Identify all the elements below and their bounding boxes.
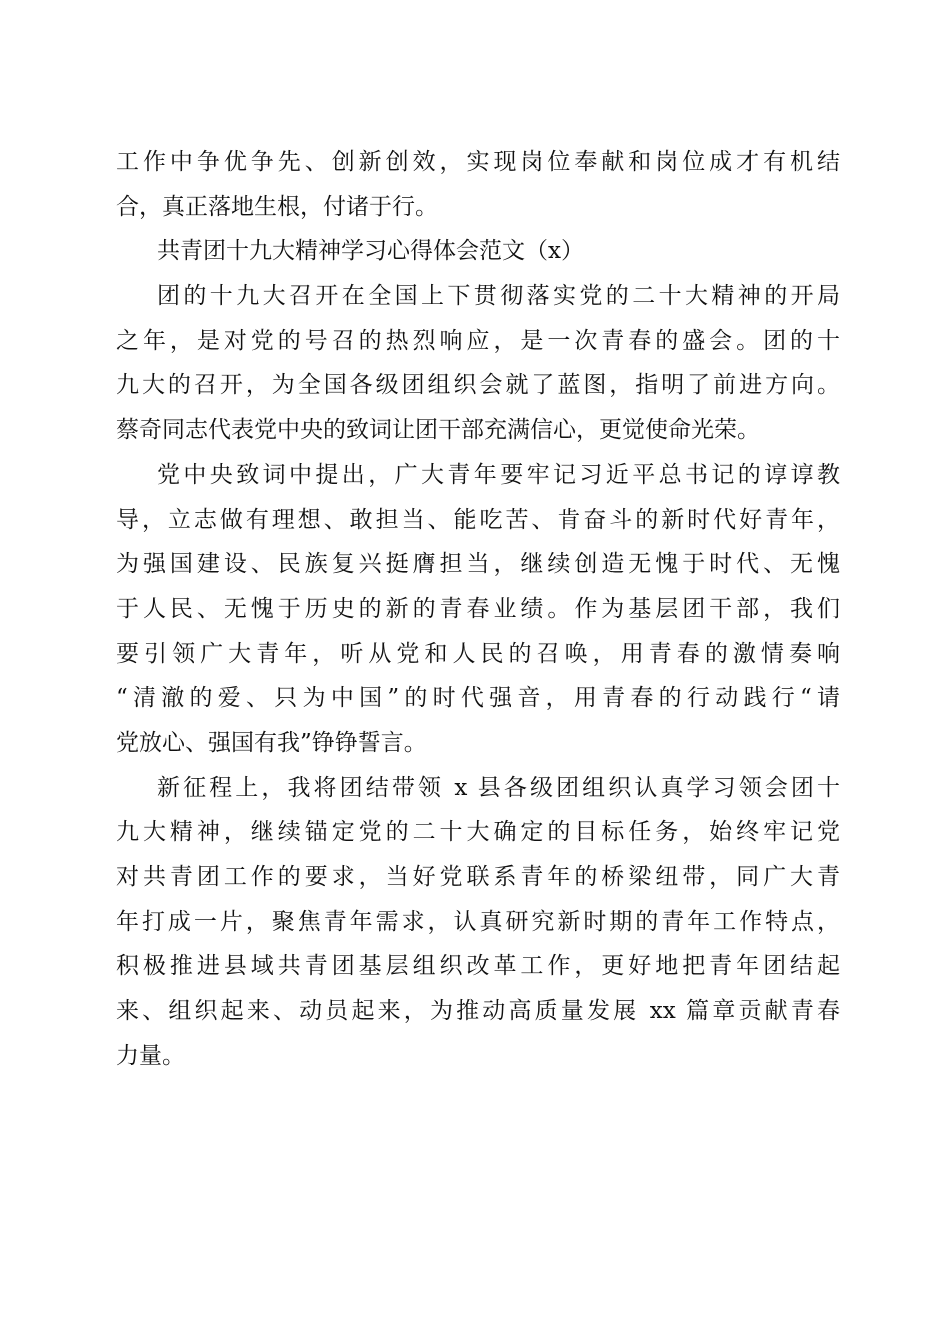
document-body [116,140,840,1078]
text-line: 工作中争优争先、创新创效，实现岗位奉献和岗位成才有机结 [116,149,840,175]
section-heading [116,229,840,274]
heading-line: 共青团十九大精神学习心得体会范文（x） [157,238,584,265]
text-line: 要引领广大青年，听从党和人民的召唤，用青春的激情奏响 [116,640,840,667]
text-line: 为强国建设、民族复兴挺膺担当，继续创造无愧于时代、无愧 [116,551,840,578]
text-line: 年打成一片，聚焦青年需求，认真研究新时期的青年工作特点， [116,908,840,935]
text-line: 党中央致词中提出，广大青年要牢记习近平总书记的谆谆教 [157,461,840,488]
paragraph-new-journey [116,766,840,1079]
text-line: 蔡奇同志代表党中央的致词让团干部充满信心，更觉使命光荣。 [116,417,760,444]
text-line: 对共青团工作的要求，当好党联系青年的桥梁纽带，同广大青 [116,864,840,890]
paragraph-speech [116,453,840,766]
text-line: 力量。 [116,1042,185,1069]
text-line: 导，立志做有理想、敢担当、能吃苦、肯奋斗的新时代好青年， [116,506,840,533]
text-line: 新征程上，我将团结带领 x 县各级团组织认真学习领会团十 [157,774,840,801]
paragraph-intro [116,274,840,453]
text-line: 合，真正落地生根，付诸于行。 [116,193,438,220]
paragraph-continued [116,140,840,229]
text-line: 团的十九大召开在全国上下贯彻落实党的二十大精神的开局 [157,283,840,310]
text-line: “清澈的爱、只为中国”的时代强音，用青春的行动践行“请 [116,685,840,712]
text-line: 来、组织起来、动员起来，为推动高质量发展 xx 篇章贡献青春 [116,998,840,1025]
text-line: 九大精神，继续锚定党的二十大确定的目标任务，始终牢记党 [116,819,840,846]
text-line: 于人民、无愧于历史的新的青春业绩。作为基层团干部，我们 [116,595,840,622]
text-line: 九大的召开，为全国各级团组织会就了蓝图，指明了前进方向。 [116,372,840,399]
text-line: 之年，是对党的号召的热烈响应，是一次青春的盛会。团的十 [116,327,840,354]
text-line: 党放心、强国有我”铮铮誓言。 [116,729,427,756]
text-line: 积极推进县域共青团基层组织改革工作，更好地把青年团结起 [116,953,840,980]
